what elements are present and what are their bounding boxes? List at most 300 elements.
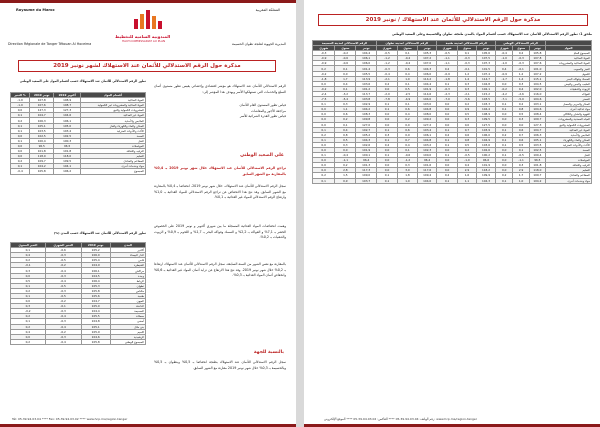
annex-cell: -0,2: [313, 86, 335, 91]
annex-cell: 0,2: [398, 117, 418, 122]
annex-cell: 0,0: [313, 81, 335, 86]
page2-footer: رقم الهاتف: 05.39.94.03.04 **** الفاكس: 05.39.94.03.02 **** الموقع الإلكتروني: www.hcp.ma/region-tanger: [324, 417, 477, 421]
annex-cell: 101,4: [356, 66, 377, 71]
annex-cell: 107,2: [529, 71, 545, 76]
annex-cell: المواد غير الغذائية: [545, 127, 591, 132]
annex-cell: -2,2: [495, 91, 512, 96]
table-cell: 0,0: [11, 154, 30, 159]
annex-cell: 106,3: [529, 132, 545, 137]
annex-cell: الفواكه: [545, 91, 591, 96]
column-header: سنوي: [335, 46, 356, 51]
table-cell: 0,1: [11, 319, 46, 324]
annex-cell: 0,4: [398, 112, 418, 117]
annex-cell: 107,4: [477, 71, 496, 76]
column-header: التغير الشهري: [45, 243, 81, 248]
annex-cell: المياه المعدنية والمشروبات: [545, 117, 591, 122]
table-cell: 105,6: [81, 293, 110, 298]
annex-cell: 104,3: [477, 178, 496, 183]
table-cell: 105,1: [81, 324, 110, 329]
table-cell: 104,5: [81, 273, 110, 278]
annex-cell: 117,3: [356, 168, 377, 173]
annex-cell: 0,9: [457, 107, 476, 112]
annex-cell: 0,4: [335, 127, 356, 132]
annex-cell: 0,9: [335, 178, 356, 183]
annex-cell: 104,4: [417, 81, 437, 86]
annex-cell: 0,8: [335, 132, 356, 137]
annex-cell: 0,1: [513, 147, 529, 152]
annex-cell: 0,0: [313, 112, 335, 117]
table-cell: -0,2: [45, 329, 81, 334]
annex-cell: -1,1: [437, 61, 457, 66]
annex-cell: 2,8: [335, 168, 356, 173]
table-cell: سطات: [110, 314, 145, 319]
annex-cell: -0,2: [495, 86, 512, 91]
table-cell: 104,4: [81, 309, 110, 314]
table-cell: 0,1: [11, 293, 46, 298]
annex-cell: -0,3: [377, 66, 398, 71]
annex-cell: -0,6: [335, 61, 356, 66]
table-cell: الدار البيضاء: [110, 253, 145, 258]
annex-cell: 104,8: [477, 81, 496, 86]
table-national-divisions: [10, 92, 146, 175]
annex-cell: 0,3: [513, 163, 529, 168]
annex-cell: 0,0: [495, 117, 512, 122]
column-header: أقسام المواد: [80, 93, 145, 98]
table-cell: 0,2: [11, 288, 46, 293]
annex-cell: -0,1: [457, 66, 476, 71]
annex-cell: 104,8: [417, 107, 437, 112]
annex-cell: الملابس والأحذية: [545, 132, 591, 137]
table-cell: الترفيه والثقافة: [80, 149, 145, 154]
group-header: الرقم الاستدلالي الوطني: [495, 41, 545, 46]
annex-cell: المجموع العام: [545, 51, 591, 56]
annex-cell: 0,4: [457, 163, 476, 168]
annex-cell: 127,3: [529, 122, 545, 127]
annex-cell: 0,1: [313, 153, 335, 158]
annex-cell: 0,2: [437, 173, 457, 178]
annex-cell: 0,1: [437, 127, 457, 132]
annex-cell: 102,1: [477, 86, 496, 91]
annex-cell: 0,0: [495, 147, 512, 152]
table-cell: 0,0: [11, 273, 46, 278]
annex-cell: 113,7: [356, 91, 377, 96]
report-page-2: [304, 0, 600, 427]
annex-cell: 102,5: [529, 147, 545, 152]
annex-cell: الأثاث والأدوات المنزلية: [545, 142, 591, 147]
column-header: التغير السنوي: [11, 243, 46, 248]
annex-cell: -0,2: [313, 71, 335, 76]
table-row: [11, 169, 146, 174]
annex-row: [313, 178, 592, 183]
table-cell: -0,1: [11, 263, 46, 268]
annex-cell: 117,6: [417, 168, 437, 173]
kingdom-fr: Royaume du Maroc: [16, 8, 55, 12]
annex-cell: 0,6: [398, 107, 418, 112]
table-cell: 0,0: [11, 133, 30, 138]
annex-table: [312, 40, 592, 184]
table-cell: طنجة: [110, 293, 145, 298]
annex-cell: 0,1: [495, 142, 512, 147]
annex-cell: 115,1: [529, 76, 545, 81]
table-cell: 0,1: [11, 113, 30, 118]
annex-cell: المطاعم والفنادق: [545, 173, 591, 178]
annex-cell: 108,4: [529, 112, 545, 117]
annex-cell: 0,0: [377, 158, 398, 163]
table-cell: 104,2: [30, 164, 54, 169]
annex-cell: -0,5: [513, 153, 529, 158]
annex-cell: 0,0: [495, 112, 512, 117]
annex-cell: 0,7: [513, 132, 529, 137]
table-cell: -0,5: [45, 283, 81, 288]
table-cell: 104,6: [81, 334, 110, 339]
annex-cell: 0,3: [513, 117, 529, 122]
table-cell: 0,2: [11, 258, 46, 263]
annex-cell: 101,8: [529, 163, 545, 168]
annex-cell: 0,4: [398, 71, 418, 76]
page1-footer: Tél: 05.39.94.03.04 **** Fax: 05.39.94.03.02 **** www.hcp.ma/region-tanger: [12, 417, 128, 421]
table-cell: 0,1: [11, 164, 30, 169]
annex-cell: -0,9: [437, 71, 457, 76]
annex-cell: 0,0: [313, 142, 335, 147]
table-cell: 106,3: [30, 118, 54, 123]
annex-cell: -1,1: [335, 158, 356, 163]
annex-cell: المشروبات الكحولية والتبغ: [545, 122, 591, 127]
annex-cell: مواد غذائية أخرى: [545, 107, 591, 112]
table-cell: 105,1: [30, 123, 54, 128]
annex-cell: 108,0: [417, 112, 437, 117]
table-cell: الداخلة: [110, 304, 145, 309]
annex-cell: -3,2: [335, 91, 356, 96]
annex-cell: 0,1: [377, 178, 398, 183]
annex-cell: 101,9: [477, 163, 496, 168]
annex-cell: 106,1: [356, 56, 377, 61]
annex-cell: 127,0: [356, 122, 377, 127]
annex-cell: 0,0: [313, 147, 335, 152]
annex-cell: 116,0: [529, 91, 545, 96]
annex-cell: 103,3: [477, 102, 496, 107]
section-national-p3: بالمقارنة مع نفس الشهر من السنة السابقة، سجل الرقم الاستدلالي للأثمان عند الاستهلاك ارتفاعا بـ 0,2% خلال شهر نونبر 2019. وقد نتج هذا الارتفاع عن تزايد أثمان المواد غير الغذائية بـ 0,6% وانخفاض أثمان المواد الغذائية بـ 0,3%.: [154, 262, 286, 278]
intro-text: الرقم الاستدلالي للأثمان عند الاستهلاك هو مؤشر اقتصادي وإحصائي يقيس تطور مستوى أثمان السلع والخدمات التي تستهلكها الأسر ويهدف هذا المؤشر إلى:: [154, 84, 286, 94]
bullet-2: مراجعة الأجور والمعاشات: [250, 108, 286, 113]
annex-cell: 0,0: [495, 158, 512, 163]
annex-cell: 0,1: [495, 178, 512, 183]
table-cell: فاس: [110, 258, 145, 263]
annex-cell: 104,2: [356, 107, 377, 112]
annex-cell: 0,1: [437, 137, 457, 142]
column-header: نونبر 2019: [30, 93, 54, 98]
annex-cell: 0,1: [495, 137, 512, 142]
annex-cell: 114,7: [477, 76, 496, 81]
annex-cell: 109,2: [417, 117, 437, 122]
annex-cell: -1,2: [398, 158, 418, 163]
annex-cell: 0,5: [457, 112, 476, 117]
annex-cell: 101,3: [356, 163, 377, 168]
annex-cell: -0,3: [513, 56, 529, 61]
table-cell: المواصلات: [80, 143, 145, 148]
table-cell: القنيطرة: [110, 263, 145, 268]
annex-cell: 0,2: [495, 173, 512, 178]
table-cell: -0,3: [45, 319, 81, 324]
annex-cell: 0,2: [335, 163, 356, 168]
table-cell: 106,1: [81, 268, 110, 273]
hcp-logo-icon: [130, 5, 166, 33]
table-cell: 105,3: [81, 283, 110, 288]
annex-cell: 0,2: [513, 102, 529, 107]
annex-cell: 1,0: [513, 178, 529, 183]
annex-cell: 0,0: [437, 117, 457, 122]
annex-cell: 0,0: [313, 168, 335, 173]
kingdom-ar: المملكة المغربية: [255, 8, 280, 12]
table-cell: 102,5: [30, 133, 54, 138]
annex-cell: النقل: [545, 153, 591, 158]
annex-cell: -0,4: [495, 51, 512, 56]
annex-cell: 0,0: [437, 163, 457, 168]
annex-cell: 0,1: [437, 178, 457, 183]
annex-cell: -0,6: [335, 56, 356, 61]
annex-cell: 0,3: [457, 117, 476, 122]
annex-cell: 104,4: [477, 107, 496, 112]
annex-cell: 0,8: [513, 107, 529, 112]
annex-cell: 0,1: [437, 153, 457, 158]
annex-cell: 102,6: [477, 147, 496, 152]
table2-caption: تطور الرقم الاستدلالي للأثمان عند الاستهلاك حسب المدن (%): [53, 231, 146, 235]
table-cell: 0,0: [11, 334, 46, 339]
table-cell: -0,3: [45, 288, 81, 293]
annex-cell: المواد الغذائية والمشروبات: [545, 61, 591, 66]
table-cell: 108,9: [54, 98, 80, 103]
annex-cell: 109,9: [477, 173, 496, 178]
annex-cell: 0,5: [513, 142, 529, 147]
annex-cell: 104,5: [529, 81, 545, 86]
annex-cell: -2,5: [398, 91, 418, 96]
annex-cell: 0,5: [398, 86, 418, 91]
annex-cell: 0,0: [457, 122, 476, 127]
table-cell: 0,4: [11, 253, 46, 258]
table-cell: المطاعم والفنادق: [80, 159, 145, 164]
annex-cell: 0,0: [437, 112, 457, 117]
annex-cell: 105,3: [417, 51, 437, 56]
table-cell: 105,0: [54, 123, 80, 128]
annex-cell: 0,0: [437, 168, 457, 173]
table-cell: -0,2: [11, 309, 46, 314]
table-cell: 106,4: [81, 278, 110, 283]
annex-cell: 114,2: [417, 76, 437, 81]
table-cell: 104,7: [81, 299, 110, 304]
annex-cell: 0,0: [495, 122, 512, 127]
table-cell: 0,2: [11, 324, 46, 329]
column-header: سنوي: [513, 46, 529, 51]
annex-cell: -0,4: [398, 56, 418, 61]
annex-cell: -0,3: [457, 56, 476, 61]
table-cell: الحسيمة: [110, 309, 145, 314]
annex-cell: 0,1: [313, 137, 335, 142]
annex-cell: 107,0: [417, 61, 437, 66]
annex-cell: 0,7: [457, 127, 476, 132]
table-cell: -0,3: [45, 334, 81, 339]
annex-cell: -0,4: [398, 61, 418, 66]
annex-cell: 96,4: [356, 158, 377, 163]
table-cell: -0,4: [45, 314, 81, 319]
annex-cell: -0,2: [335, 51, 356, 56]
annex-cell: 0,1: [398, 147, 418, 152]
annex-cell: -0,5: [377, 51, 398, 56]
annex-cell: 104,7: [529, 127, 545, 132]
annex-cell: -0,3: [313, 51, 335, 56]
table-cell: بني ملال: [110, 324, 145, 329]
annex-cell: 102,7: [356, 127, 377, 132]
table-cell: 100,3: [54, 138, 80, 143]
bullet-3: قياس تطور القدرة الشرائية للأسر: [239, 114, 286, 119]
annex-cell: 0,2: [457, 102, 476, 107]
table-cell: 103,4: [54, 128, 80, 133]
annex-cell: 0,1: [313, 178, 335, 183]
annex-cell: 102,0: [529, 86, 545, 91]
table-cell: وجدة: [110, 273, 145, 278]
table-cities: [10, 242, 146, 345]
annex-cell: -1,7: [495, 76, 512, 81]
column-header: شهري: [495, 46, 512, 51]
annex-cell: التعليم: [545, 168, 591, 173]
annex-cell: 0,5: [457, 142, 476, 147]
annex-cell: 0,6: [335, 112, 356, 117]
annex-cell: 0,2: [313, 173, 335, 178]
table-cell: 0,0: [11, 143, 30, 148]
annex-cell: -0,9: [313, 61, 335, 66]
table-cell: 109,5: [54, 159, 80, 164]
annex-cell: 0,2: [495, 132, 512, 137]
table-cell: 106,1: [54, 118, 80, 123]
annex-cell: 0,2: [457, 147, 476, 152]
annex-cell: -0,5: [437, 51, 457, 56]
table-cell: الملابس والأحذية: [80, 118, 145, 123]
table-cell: 0,1: [11, 128, 30, 133]
annex-cell: -7,1: [495, 97, 512, 102]
table-cell: 108,7: [54, 103, 80, 108]
table-cell: 0,2: [11, 118, 30, 123]
table-cell: كلميم: [110, 329, 145, 334]
table-cell: 106,2: [54, 169, 80, 174]
table-cell: 0,1: [11, 123, 30, 128]
annex-cell: 0,0: [437, 107, 457, 112]
column-header: أكتوبر 2019: [54, 93, 80, 98]
annex-cell: -1,2: [377, 56, 398, 61]
annex-cell: 0,0: [377, 86, 398, 91]
annex-cell: -1,1: [437, 56, 457, 61]
annex-cell: 107,5: [477, 56, 496, 61]
annex-cell: 118,2: [477, 168, 496, 173]
table-cell: -1,0: [11, 103, 30, 108]
annex-cell: -7,5: [313, 97, 335, 102]
annex-cell: 107,8: [529, 56, 545, 61]
section-national-p1: سجل الرقم الاستدلالي للأثمان عند الاستهلاك، خلال شهر نونبر 2019، انخفاضا بـ 0,4% بالمقارنة مع الشهر السابق. وقد نتج هذا الانخفاض عن تراجع الرقم الاستدلالي للمواد الغذائية بـ 1,0% وارتفاع الرقم الاستدلالي للمواد غير الغذائية بـ 0,1%.: [154, 184, 286, 200]
table-cell: مكناس: [110, 288, 145, 293]
table-cell: 0,3: [11, 304, 46, 309]
annex-cell: 1,2: [457, 71, 476, 76]
table-row: [11, 339, 146, 344]
annex-cell: 104,4: [356, 51, 377, 56]
table-cell: المجموع: [80, 169, 145, 174]
annex-cell: 0,0: [513, 122, 529, 127]
annex-cell: 0,0: [377, 163, 398, 168]
annex-cell: 103,7: [356, 178, 377, 183]
table-cell: 100,4: [30, 138, 54, 143]
annex-cell: 0,0: [313, 107, 335, 112]
annex-cell: 100,1: [356, 153, 377, 158]
annex-cell: -1,8: [437, 76, 457, 81]
table-cell: -0,4: [45, 278, 81, 283]
annex-cell: 108,9: [477, 112, 496, 117]
annex-cell: -2,4: [313, 91, 335, 96]
annex-cell: 113,9: [356, 76, 377, 81]
table-cell: 0,0: [11, 108, 30, 113]
annex-cell: القهوة والشاي والكاكاو: [545, 112, 591, 117]
annex-cell: 104,6: [529, 97, 545, 102]
annex-cell: 3,0: [398, 168, 418, 173]
annex-cell: مواد وخدمات أخرى: [545, 178, 591, 183]
annex-cell: -5,0: [513, 97, 529, 102]
annex-cell: 0,2: [437, 66, 457, 71]
annex-cell: -0,5: [457, 153, 476, 158]
group-header: الرقم الاستدلالي لمدينة تطوان: [377, 41, 437, 46]
annex-cell: 0,1: [335, 86, 356, 91]
annex-cell: 1,6: [457, 173, 476, 178]
annex-cell: 0,3: [513, 81, 529, 86]
column-header: نونبر: [356, 46, 377, 51]
column-header: شهري: [313, 46, 335, 51]
table-cell: المجموع الوطني: [110, 339, 145, 344]
column-header: نونبر 2019: [81, 243, 110, 248]
annex-cell: 0,6: [457, 132, 476, 137]
annex-cell: 0,1: [377, 153, 398, 158]
annex-cell: 0,1: [313, 102, 335, 107]
annex-cell: 103,5: [477, 97, 496, 102]
annex-cell: 0,0: [495, 81, 512, 86]
annex-cell: 0,0: [377, 122, 398, 127]
table-cell: 104,6: [54, 113, 80, 118]
table-cell: 0,1: [11, 138, 30, 143]
annex-cell: 103,9: [477, 127, 496, 132]
table-cell: 0,1: [11, 248, 46, 253]
table-cell: -0,3: [45, 273, 81, 278]
table-cell: آسفي: [110, 319, 145, 324]
annex-cell: 1,0: [398, 178, 418, 183]
annex-cell: 1,7: [513, 173, 529, 178]
table-cell: السكن والماء والكهرباء والغاز: [80, 123, 145, 128]
annex-cell: 0,0: [495, 168, 512, 173]
annex-cell: 0,0: [398, 122, 418, 127]
annex-cell: 0,3: [335, 102, 356, 107]
table-cell: 109,7: [30, 159, 54, 164]
annex-cell: -5,6: [457, 97, 476, 102]
annex-cell: -0,9: [495, 71, 512, 76]
annex-cell: 0,7: [398, 137, 418, 142]
annex-cell: 0,0: [313, 163, 335, 168]
annex-cell: 0,1: [377, 173, 398, 178]
annex-cell: 0,0: [377, 117, 398, 122]
annex-cell: 0,9: [398, 132, 418, 137]
table-cell: 105,0: [81, 304, 110, 309]
annex-cell: 103,6: [356, 81, 377, 86]
bullet-1: قياس تطور المستوى العام للأثمان: [239, 103, 286, 107]
annex-cell: 2,9: [513, 168, 529, 173]
annex-cell: 0,3: [398, 163, 418, 168]
annex-cell: 0,1: [377, 107, 398, 112]
annex-cell: الخبز والحبوب: [545, 66, 591, 71]
annex-cell: 0,1: [377, 137, 398, 142]
table-cell: -0,3: [45, 309, 81, 314]
annex-cell: 101,9: [417, 86, 437, 91]
annex-cell: الزيوت والذهنيات: [545, 86, 591, 91]
